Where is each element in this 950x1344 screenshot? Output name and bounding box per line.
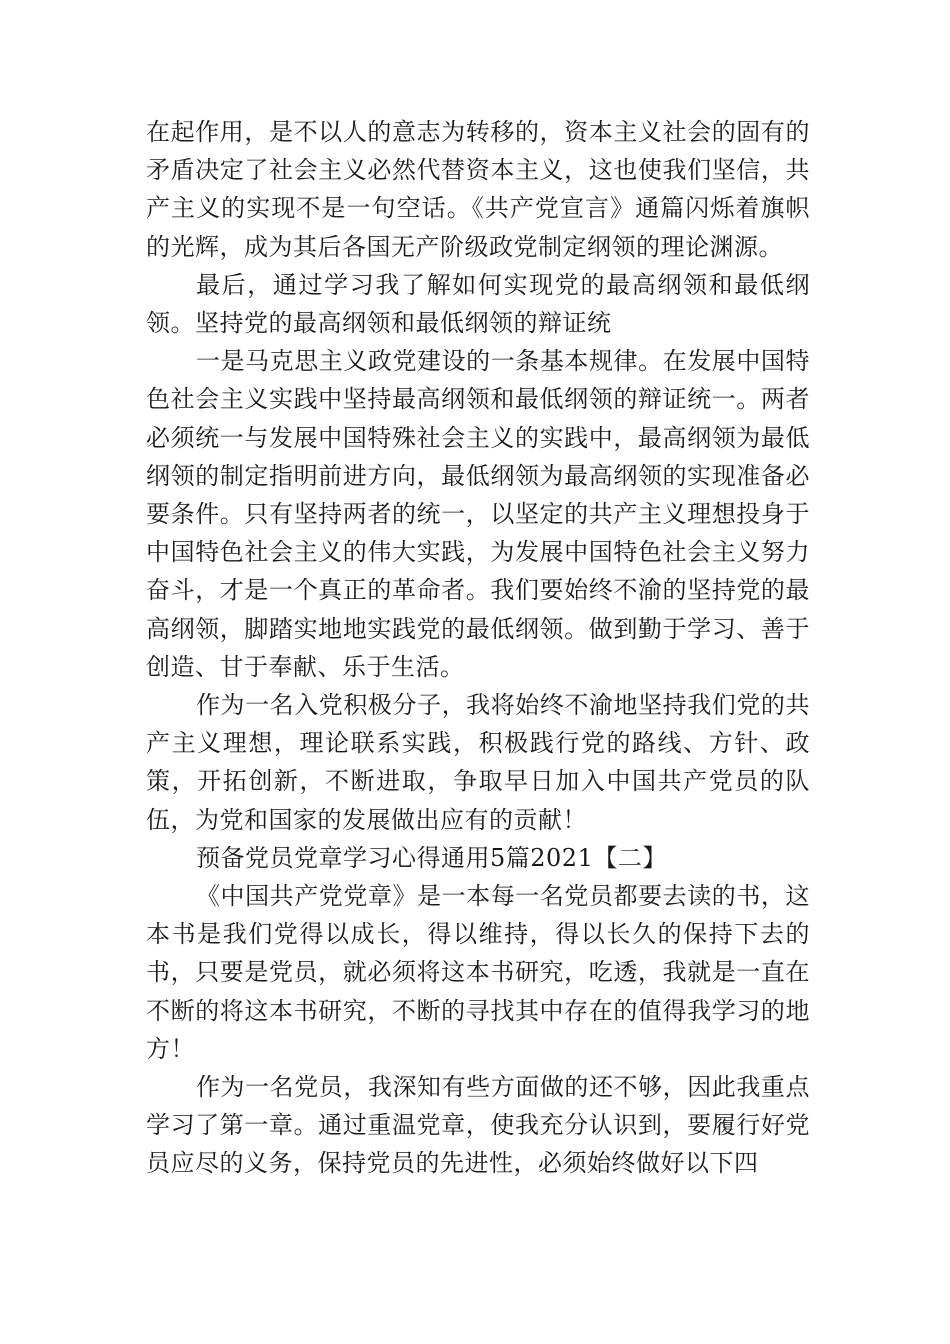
paragraph-basic-rule: 一是马克思主义政党建设的一条基本规律。在发展中国特色社会主义实践中坚持最高纲领和最低纲领的辩证统一。两者必须统一与发展中国特殊社会主义的实践中，最高纲领为最低纲领的制定指明前进方向，最低纲领为最高纲领的实现准备必要条件。只有坚持两者的统一，以坚定的共产主义理想投身于中国特色社会主义的伟大实践，为发展中国特色社会主义努力奋斗，才是一个真正的革命者。我们要始终不渝的坚持党的最高纲领，脚踏实地地实践党的最低纲领。做到勤于学习、善于创造、甘于奉献、乐于生活。 (146, 347, 810, 681)
paragraph-party-constitution: 《中国共产党党章》是一本每一名党员都要去读的书，这本书是我们党得以成长，得以维持，得以长久的保持下去的书，只要是党员，就必须将这本书研究，吃透，我就是一直在不断的将这本书研究，不断的寻找其中存在的值得我学习的地方！ (146, 882, 810, 1063)
document-body (146, 113, 810, 1183)
section-heading: 预备党员党章学习心得通用5篇2021【二】 (196, 843, 667, 872)
paragraph-chapter-one: 作为一名党员，我深知有些方面做的还不够，因此我重点学习了第一章。通过重温党章，使我充分认识到，要履行好党员应尽的义务，保持党员的先进性，必须始终做好以下四 (146, 1073, 810, 1178)
paragraph-activist: 作为一名入党积极分子，我将始终不渝地坚持我们党的共产主义理想，理论联系实践，积极践行党的路线、方针、政策，开拓创新，不断进取，争取早日加入中国共产党员的队伍，为党和国家的发展做出应有的贡献！ (146, 691, 810, 834)
paragraph-continued: 在起作用，是不以人的意志为转移的，资本主义社会的固有的矛盾决定了社会主义必然代替资本主义，这也使我们坚信，共产主义的实现不是一句空话。《共产党宣言》通篇闪烁着旗帜的光辉，成为其后各国无产阶级政党制定纲领的理论渊源。 (146, 118, 810, 261)
paragraph-finally: 最后，通过学习我了解如何实现党的最高纲领和最低纲领。坚持党的最高纲领和最低纲领的辩证统 (146, 270, 810, 338)
